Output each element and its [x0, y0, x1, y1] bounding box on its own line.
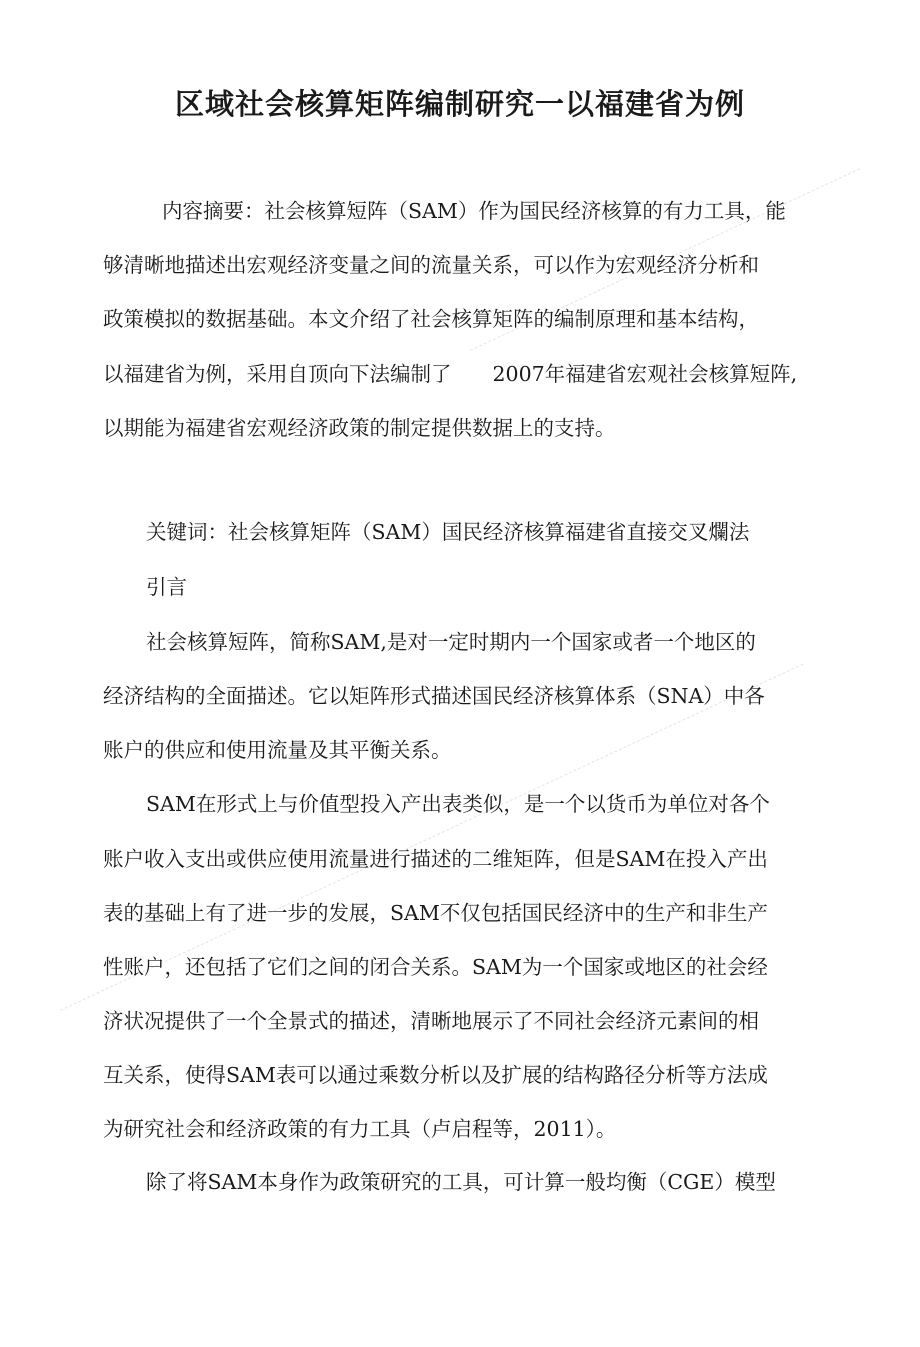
paragraph-line: 为研究社会和经济政策的有力工具（卢启程等，2011）。	[103, 1117, 617, 1141]
paragraph-line: 表的基础上有了进一步的发展，SAM不仅包括国民经济中的生产和非生产	[103, 901, 768, 925]
paragraph-line: 除了将SAM本身作为政策研究的工具，可计算一般均衡（CGE）模型	[146, 1170, 776, 1194]
abstract-line: 够清晰地描述出宏观经济变量之间的流量关系，可以作为宏观经济分析和	[103, 253, 759, 277]
paragraph-line: 性账户，还包括了它们之间的闭合关系。SAM为一个国家或地区的社会经	[103, 955, 768, 979]
abstract-line: 内容摘要：社会核算短阵（SAM）作为国民经济核算的有力工具，能	[162, 199, 786, 223]
paragraph-line: 社会核算短阵，简称SAM,是对一定时期内一个国家或者一个地区的	[146, 630, 756, 654]
paragraph-line: 账户的供应和使用流量及其平衡关系。	[103, 738, 452, 762]
abstract-line: 以期能为福建省宏观经济政策的制定提供数据上的支持。	[103, 416, 616, 440]
paragraph-line: 互关系，使得SAM表可以通过乘数分析以及扩展的结构路径分析等方法成	[103, 1063, 768, 1087]
abstract-line: 以福建省为例，采用自顶向下法编制了 2007年福建省宏观社会核算短阵,	[103, 362, 798, 386]
document-title: 区域社会核算矩阵编制研究一以福建省为例	[174, 87, 745, 121]
paragraph-line: 济状况提供了一个全景式的描述，清晰地展示了不同社会经济元素间的相	[103, 1009, 759, 1033]
paragraph-line: 经济结构的全面描述。它以矩阵形式描述国民经济核算体系（SNA）中各	[103, 684, 765, 708]
abstract-line: 政策模拟的数据基础。本文介绍了社会核算矩阵的编制原理和基本结构，	[103, 307, 759, 331]
section-heading: 引言	[146, 575, 187, 599]
paragraph-line: 账户收入支出或供应使用流量进行描述的二维矩阵，但是SAM在投入产出	[103, 847, 768, 871]
keywords-line: 关键词：社会核算矩阵（SAM）国民经济核算福建省直接交叉爛法	[146, 520, 750, 544]
paragraph-line: SAM在形式上与价值型投入产出表类似，是一个以货币为单位对各个	[146, 792, 770, 816]
